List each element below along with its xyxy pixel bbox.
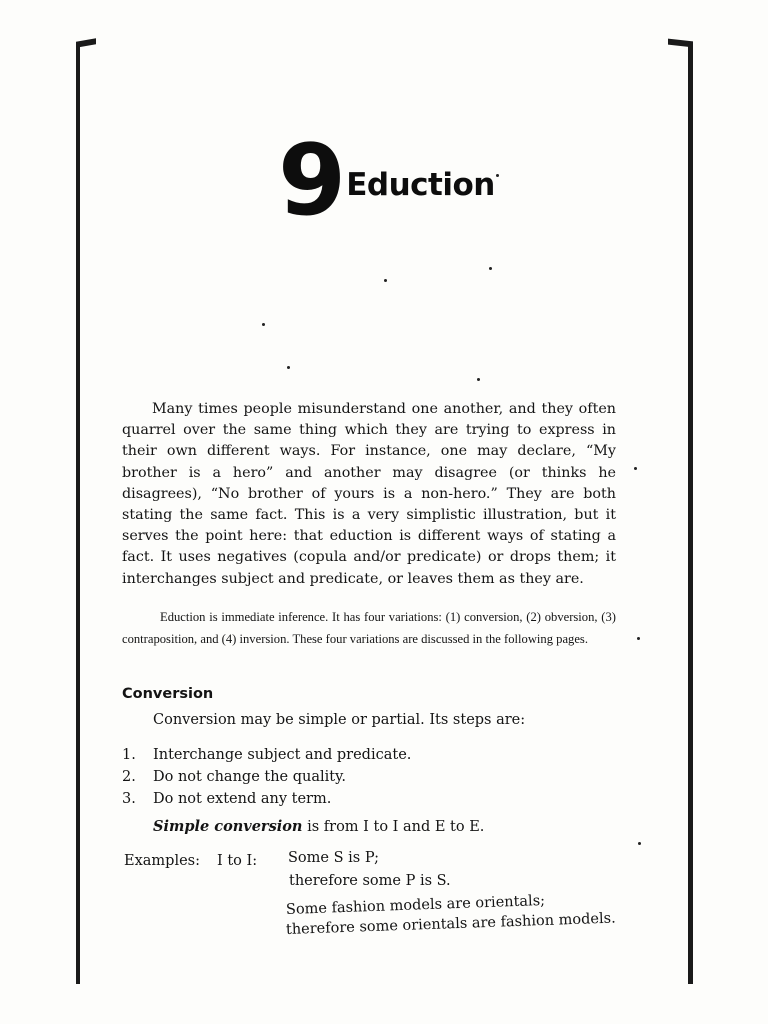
example-line: Some fashion models are orientals; <box>285 892 546 918</box>
examples-label: Examples: <box>124 853 200 869</box>
step-number: 1. <box>122 747 136 763</box>
page-left-border <box>76 44 80 984</box>
chapter-title: Eduction <box>346 167 495 203</box>
chapter-heading <box>278 124 495 238</box>
scan-speck <box>637 637 640 640</box>
scan-speck <box>638 842 641 845</box>
conversion-steps-list <box>122 744 411 810</box>
step-text: Interchange subject and predicate. <box>153 747 412 763</box>
step-text: Do not change the quality. <box>153 769 346 785</box>
scan-speck <box>634 467 637 470</box>
intro-paragraph: Many times people misunderstand one another, and they often quarrel over the same thing which they are trying to express in their own different ways. For instance, one may declare, “My brother is a hero” and another may disagree (or thinks he disagrees), “No brother of yours is a non-hero.” They are both stating the same fact. This is a very simplistic illustration, but it serves the point here: that eduction is different ways of stating a fact. It uses negatives (copula and/or predicate) or drops them; it interchanges subject and predicate, or leaves them as they are. <box>122 401 616 587</box>
simple-conversion-rule <box>153 818 484 835</box>
simple-conversion-rest: is from I to I and E to E. <box>302 819 485 835</box>
scan-speck <box>489 267 492 270</box>
page-right-border-corner <box>668 39 693 48</box>
example-line: Some S is P; <box>288 850 379 866</box>
scan-speck <box>287 366 290 369</box>
scan-speck <box>384 279 387 282</box>
page-left-border-corner <box>76 38 96 48</box>
page-right-border <box>688 44 693 984</box>
variations-paragraph: Eduction is immediate inference. It has four variations: (1) conversion, (2) obversion, (3) contraposition, and (4) inversion. These four variations are discussed in the following pages. <box>122 610 616 646</box>
scan-speck <box>477 378 480 381</box>
step-number: 3. <box>122 791 136 807</box>
section-heading-conversion: Conversion <box>122 686 214 702</box>
scan-speck <box>496 174 499 177</box>
examples-type: I to I: <box>217 853 258 869</box>
list-item <box>122 744 411 766</box>
example-line: therefore some orientals are fashion models. <box>285 910 616 938</box>
step-text: Do not extend any term. <box>153 791 332 807</box>
scan-speck <box>262 323 265 326</box>
example-line: therefore some P is S. <box>289 873 451 889</box>
list-item <box>122 788 411 810</box>
step-number: 2. <box>122 769 136 785</box>
chapter-number: 9 <box>278 124 343 238</box>
conversion-intro: Conversion may be simple or partial. Its steps are: <box>153 712 526 728</box>
simple-conversion-term: Simple conversion <box>153 818 303 835</box>
list-item <box>122 766 411 788</box>
